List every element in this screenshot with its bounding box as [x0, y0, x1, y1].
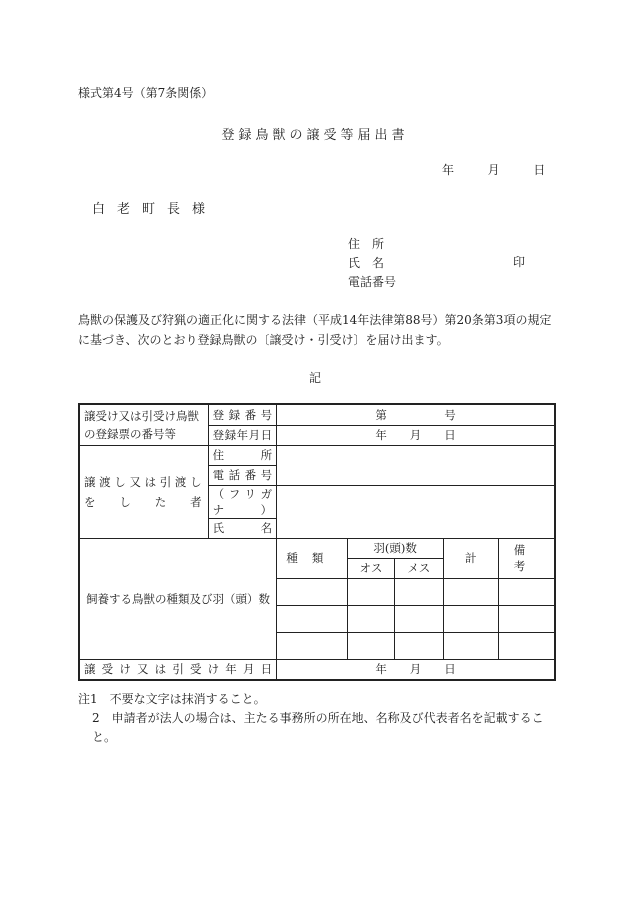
species-cell[interactable]: [277, 632, 348, 659]
phone-label: 電話番号: [208, 465, 277, 485]
applicant-address-label: 住 所: [348, 237, 385, 251]
remarks-cell[interactable]: [498, 605, 555, 632]
female-cell[interactable]: [395, 632, 443, 659]
total-cell[interactable]: [443, 578, 498, 605]
addressee: 白老町長様: [92, 202, 218, 217]
transferor-address-field[interactable]: [277, 445, 555, 485]
reg-date-field[interactable]: 年 月 日: [277, 425, 555, 445]
total-cell[interactable]: [443, 632, 498, 659]
reg-date-label: 登録年月日: [208, 425, 277, 445]
date-day: 日: [533, 163, 546, 177]
male-cell[interactable]: [347, 605, 394, 632]
reg-heading: 譲受け又は引受け鳥獣の登録票の番号等: [79, 404, 208, 445]
col-female: メス: [395, 558, 443, 578]
reg-number-field[interactable]: 第 号: [277, 404, 555, 425]
col-count: 羽(頭)数: [347, 538, 443, 558]
furigana-label: （フリガナ）: [208, 485, 277, 518]
col-remarks: 備考: [498, 538, 555, 578]
ki-heading: 記: [308, 371, 321, 385]
col-total: 計: [443, 538, 498, 578]
note-2: 2 申請者が法人の場合は、主たる事務所の所在地、名称及び代表者名を記載すること。: [92, 711, 544, 744]
applicant-name-label: 氏 名: [348, 256, 385, 270]
body-text: 鳥獣の保護及び狩猟の適正化に関する法律（平成14年法律第88号）第20条第3項の規定に基づき、次のとおり登録鳥獣の〔譲受け・引受け〕を届け出ます。: [78, 313, 552, 347]
note-1: 注1 不要な文字は抹消すること。: [78, 692, 266, 706]
col-kind: 種類: [277, 538, 348, 578]
male-cell[interactable]: [347, 632, 394, 659]
seal-mark: 印: [513, 255, 526, 269]
species-cell[interactable]: [277, 578, 348, 605]
female-cell[interactable]: [395, 605, 443, 632]
transfer-date-field[interactable]: 年 月 日: [277, 659, 555, 680]
species-cell[interactable]: [277, 605, 348, 632]
col-male: オス: [347, 558, 394, 578]
female-cell[interactable]: [395, 578, 443, 605]
male-cell[interactable]: [347, 578, 394, 605]
applicant-phone-label: 電話番号: [348, 275, 397, 289]
page-title: 登録鳥獣の譲受等届出書: [221, 128, 409, 143]
submission-date: [442, 161, 545, 178]
remarks-cell[interactable]: [498, 578, 555, 605]
registration-form-table: [78, 403, 556, 681]
transferor-heading: 譲渡し又は引渡しをした者: [79, 445, 208, 538]
transfer-date-heading: 譲受け又は引受け年月日: [79, 659, 277, 680]
date-month: 月: [487, 163, 500, 177]
name-label: 氏名: [208, 518, 277, 538]
reg-number-label: 登録番号: [208, 404, 277, 425]
total-cell[interactable]: [443, 605, 498, 632]
species-heading: 飼養する鳥獣の種類及び羽（頭）数: [79, 538, 277, 659]
remarks-cell[interactable]: [498, 632, 555, 659]
form-id: 様式第4号（第7条関係）: [78, 86, 214, 100]
address-label: 住所: [208, 445, 277, 465]
transferor-name-field[interactable]: [277, 485, 555, 538]
date-year: 年: [442, 163, 455, 177]
